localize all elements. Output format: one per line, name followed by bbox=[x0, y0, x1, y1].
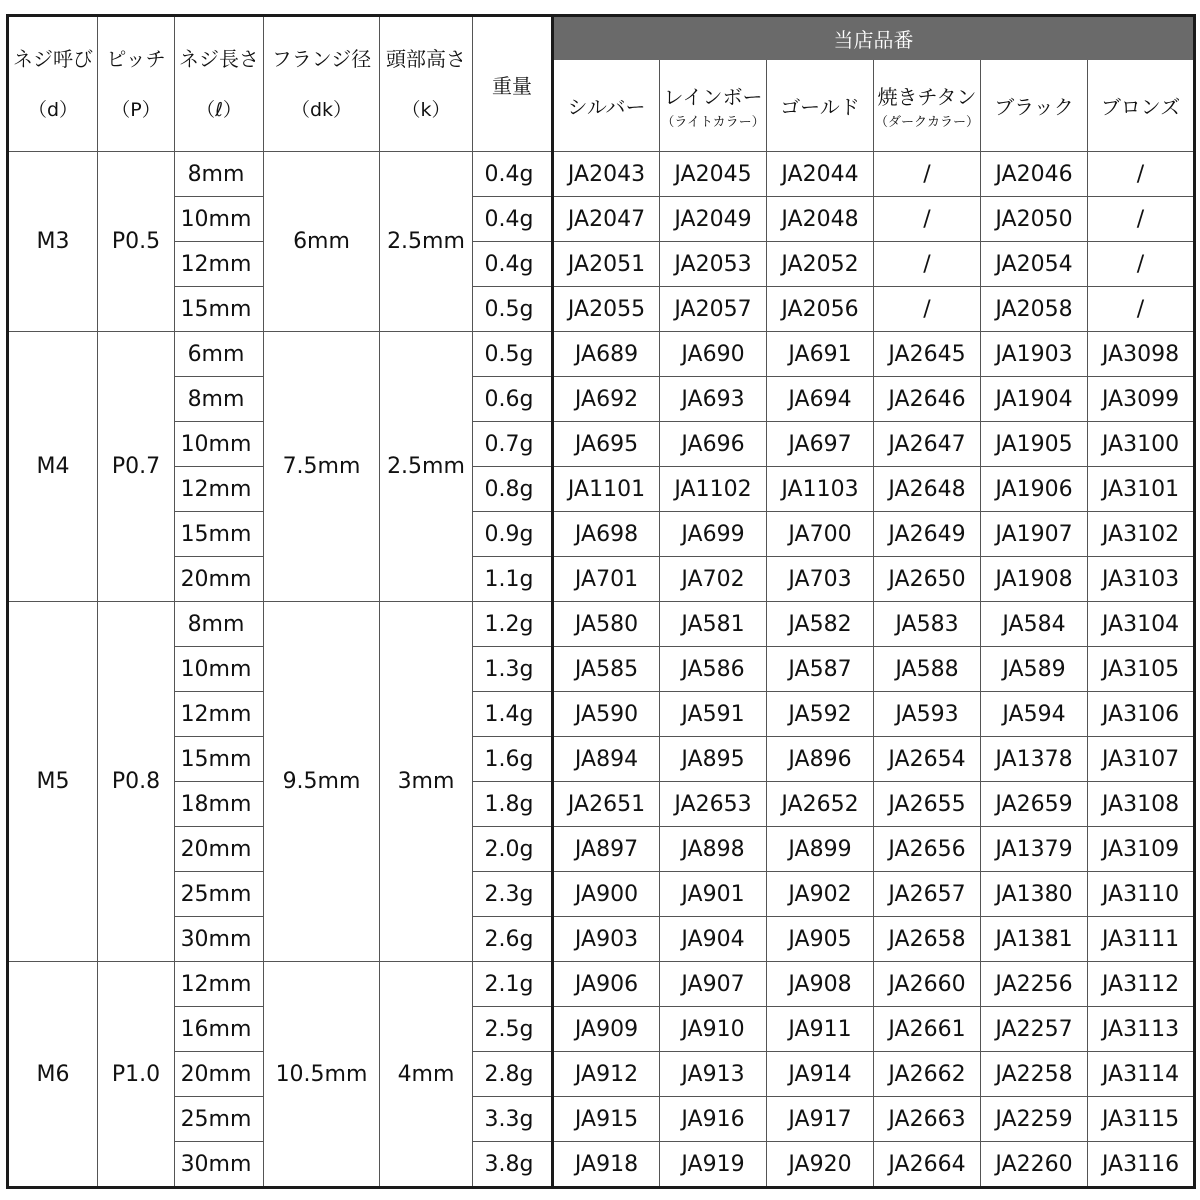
product-code-cell: JA690 bbox=[660, 332, 767, 377]
weight-cell: 1.1g bbox=[473, 557, 553, 602]
header-row-1 bbox=[8, 16, 1195, 60]
finish-label: ゴールド bbox=[780, 95, 860, 119]
product-code-cell: JA1908 bbox=[981, 557, 1088, 602]
length-cell: 15mm bbox=[175, 287, 264, 332]
col-head-burnt-titanium bbox=[874, 60, 981, 152]
length-cell: 15mm bbox=[175, 737, 264, 782]
weight-cell: 0.4g bbox=[473, 197, 553, 242]
weight-cell: 1.4g bbox=[473, 692, 553, 737]
product-code-cell: JA593 bbox=[874, 692, 981, 737]
product-code-cell: / bbox=[874, 287, 981, 332]
weight-cell: 1.6g bbox=[473, 737, 553, 782]
thread-size-cell: M6 bbox=[8, 962, 98, 1188]
col-head-black bbox=[981, 60, 1088, 152]
product-code-cell: JA1103 bbox=[767, 467, 874, 512]
product-code-cell: JA2645 bbox=[874, 332, 981, 377]
length-cell: 6mm bbox=[175, 332, 264, 377]
product-code-cell: / bbox=[1088, 242, 1195, 287]
table-row bbox=[8, 512, 1195, 557]
length-cell: 10mm bbox=[175, 647, 264, 692]
product-code-cell: JA2664 bbox=[874, 1142, 981, 1188]
length-cell: 10mm bbox=[175, 197, 264, 242]
product-code-cell: JA2659 bbox=[981, 782, 1088, 827]
product-code-cell: / bbox=[874, 197, 981, 242]
length-cell: 8mm bbox=[175, 602, 264, 647]
table-row bbox=[8, 377, 1195, 422]
weight-cell: 2.6g bbox=[473, 917, 553, 962]
product-code-cell: JA2256 bbox=[981, 962, 1088, 1007]
product-code-cell: JA909 bbox=[553, 1007, 660, 1052]
product-code-cell: JA905 bbox=[767, 917, 874, 962]
product-code-cell: JA588 bbox=[874, 647, 981, 692]
product-code-cell: JA3111 bbox=[1088, 917, 1195, 962]
product-code-cell: JA2058 bbox=[981, 287, 1088, 332]
flange-symbol: （dk） bbox=[290, 98, 353, 121]
size-group-m3 bbox=[8, 152, 1195, 332]
product-code-cell: JA701 bbox=[553, 557, 660, 602]
product-code-cell: JA2652 bbox=[767, 782, 874, 827]
weight-cell: 3.8g bbox=[473, 1142, 553, 1188]
product-code-cell: / bbox=[1088, 197, 1195, 242]
length-cell: 16mm bbox=[175, 1007, 264, 1052]
product-code-cell: JA896 bbox=[767, 737, 874, 782]
product-code-cell: JA2650 bbox=[874, 557, 981, 602]
length-cell: 15mm bbox=[175, 512, 264, 557]
product-code-cell: JA3099 bbox=[1088, 377, 1195, 422]
thread-size-cell: M5 bbox=[8, 602, 98, 962]
product-code-cell: JA592 bbox=[767, 692, 874, 737]
product-code-cell: JA697 bbox=[767, 422, 874, 467]
product-code-cell: JA585 bbox=[553, 647, 660, 692]
product-code-cell: JA904 bbox=[660, 917, 767, 962]
product-code-cell: JA694 bbox=[767, 377, 874, 422]
product-code-cell: JA3108 bbox=[1088, 782, 1195, 827]
table-row bbox=[8, 287, 1195, 332]
length-cell: 30mm bbox=[175, 917, 264, 962]
product-code-cell: JA689 bbox=[553, 332, 660, 377]
product-code-cell: JA907 bbox=[660, 962, 767, 1007]
product-code-cell: JA594 bbox=[981, 692, 1088, 737]
col-head-thread-size bbox=[8, 16, 98, 152]
product-code-cell: JA898 bbox=[660, 827, 767, 872]
table-row bbox=[8, 422, 1195, 467]
product-code-cell: JA919 bbox=[660, 1142, 767, 1188]
product-code-cell: JA3114 bbox=[1088, 1052, 1195, 1097]
flange-cell: 10.5mm bbox=[264, 962, 380, 1188]
product-code-cell: JA2259 bbox=[981, 1097, 1088, 1142]
pitch-label: ピッチ bbox=[106, 46, 166, 71]
product-code-cell: JA2048 bbox=[767, 197, 874, 242]
table-row bbox=[8, 332, 1195, 377]
product-code-cell: JA1381 bbox=[981, 917, 1088, 962]
product-code-cell: JA696 bbox=[660, 422, 767, 467]
product-code-cell: JA586 bbox=[660, 647, 767, 692]
length-cell: 25mm bbox=[175, 1097, 264, 1142]
product-code-cell: JA3109 bbox=[1088, 827, 1195, 872]
product-code-cell: JA2054 bbox=[981, 242, 1088, 287]
table-row bbox=[8, 827, 1195, 872]
product-code-cell: JA2660 bbox=[874, 962, 981, 1007]
product-code-cell: JA902 bbox=[767, 872, 874, 917]
finish-label: ブロンズ bbox=[1100, 95, 1181, 119]
product-code-cell: JA1907 bbox=[981, 512, 1088, 557]
product-code-cell: JA3106 bbox=[1088, 692, 1195, 737]
product-code-cell: JA903 bbox=[553, 917, 660, 962]
product-code-cell: / bbox=[1088, 152, 1195, 197]
product-code-cell: JA914 bbox=[767, 1052, 874, 1097]
head-height-cell: 2.5mm bbox=[380, 152, 473, 332]
product-code-cell: JA2043 bbox=[553, 152, 660, 197]
table-row bbox=[8, 1052, 1195, 1097]
thread-size-cell: M4 bbox=[8, 332, 98, 602]
product-code-cell: / bbox=[1088, 287, 1195, 332]
product-code-cell: JA2050 bbox=[981, 197, 1088, 242]
length-cell: 8mm bbox=[175, 152, 264, 197]
product-code-cell: JA3112 bbox=[1088, 962, 1195, 1007]
weight-cell: 2.3g bbox=[473, 872, 553, 917]
length-cell: 12mm bbox=[175, 692, 264, 737]
product-code-cell: JA916 bbox=[660, 1097, 767, 1142]
product-code-cell: JA900 bbox=[553, 872, 660, 917]
table-row bbox=[8, 1142, 1195, 1188]
product-code-cell: JA2646 bbox=[874, 377, 981, 422]
product-code-cell: JA3107 bbox=[1088, 737, 1195, 782]
length-cell: 20mm bbox=[175, 1052, 264, 1097]
product-code-cell: JA2661 bbox=[874, 1007, 981, 1052]
length-cell: 30mm bbox=[175, 1142, 264, 1188]
col-head-flange bbox=[264, 16, 380, 152]
product-code-cell: JA580 bbox=[553, 602, 660, 647]
product-code-cell: JA1101 bbox=[553, 467, 660, 512]
product-code-cell: JA2648 bbox=[874, 467, 981, 512]
length-cell: 12mm bbox=[175, 962, 264, 1007]
product-code-cell: JA915 bbox=[553, 1097, 660, 1142]
product-code-cell: JA895 bbox=[660, 737, 767, 782]
table-row bbox=[8, 962, 1195, 1007]
product-code-cell: / bbox=[874, 242, 981, 287]
product-code-cell: JA691 bbox=[767, 332, 874, 377]
table-row bbox=[8, 782, 1195, 827]
table-row bbox=[8, 737, 1195, 782]
weight-cell: 0.5g bbox=[473, 332, 553, 377]
head-height-cell: 2.5mm bbox=[380, 332, 473, 602]
table-row bbox=[8, 917, 1195, 962]
product-code-cell: JA1906 bbox=[981, 467, 1088, 512]
product-code-cell: JA702 bbox=[660, 557, 767, 602]
finish-label: 焼きチタン bbox=[877, 85, 977, 109]
product-code-cell: JA2051 bbox=[553, 242, 660, 287]
product-code-cell: JA913 bbox=[660, 1052, 767, 1097]
pitch-cell: P0.7 bbox=[98, 332, 175, 602]
product-code-cell: JA906 bbox=[553, 962, 660, 1007]
product-code-cell: JA899 bbox=[767, 827, 874, 872]
size-group-m4 bbox=[8, 332, 1195, 602]
finish-sub-label: （ダークカラー） bbox=[874, 115, 979, 130]
pitch-cell: P0.8 bbox=[98, 602, 175, 962]
product-code-cell: JA2046 bbox=[981, 152, 1088, 197]
product-code-cell: JA703 bbox=[767, 557, 874, 602]
product-code-cell: JA3115 bbox=[1088, 1097, 1195, 1142]
product-code-cell: JA2657 bbox=[874, 872, 981, 917]
product-code-cell: JA910 bbox=[660, 1007, 767, 1052]
product-code-cell: JA1378 bbox=[981, 737, 1088, 782]
table-row bbox=[8, 1007, 1195, 1052]
finish-label: シルバー bbox=[567, 95, 646, 119]
product-code-cell: JA3102 bbox=[1088, 512, 1195, 557]
product-code-cell: JA2656 bbox=[874, 827, 981, 872]
head-height-symbol: （k） bbox=[401, 98, 451, 121]
product-code-cell: JA2055 bbox=[553, 287, 660, 332]
product-code-cell: JA2649 bbox=[874, 512, 981, 557]
product-code-cell: JA2045 bbox=[660, 152, 767, 197]
length-cell: 25mm bbox=[175, 872, 264, 917]
thread-size-cell: M3 bbox=[8, 152, 98, 332]
product-code-cell: JA583 bbox=[874, 602, 981, 647]
col-head-weight: 重量 bbox=[473, 16, 553, 152]
product-code-cell: JA587 bbox=[767, 647, 874, 692]
product-code-cell: JA918 bbox=[553, 1142, 660, 1188]
product-code-cell: JA1903 bbox=[981, 332, 1088, 377]
product-code-cell: JA3101 bbox=[1088, 467, 1195, 512]
product-code-cell: JA2057 bbox=[660, 287, 767, 332]
spec-table bbox=[6, 14, 1196, 1189]
product-code-cell: JA2662 bbox=[874, 1052, 981, 1097]
length-symbol: （ℓ） bbox=[196, 98, 242, 121]
product-code-cell: / bbox=[874, 152, 981, 197]
product-code-cell: JA3103 bbox=[1088, 557, 1195, 602]
product-code-cell: JA3113 bbox=[1088, 1007, 1195, 1052]
product-code-cell: JA590 bbox=[553, 692, 660, 737]
col-head-bronze bbox=[1088, 60, 1195, 152]
product-code-cell: JA3098 bbox=[1088, 332, 1195, 377]
col-head-rainbow bbox=[660, 60, 767, 152]
product-code-cell: JA692 bbox=[553, 377, 660, 422]
thread-size-symbol: （d） bbox=[27, 98, 79, 121]
product-code-cell: JA584 bbox=[981, 602, 1088, 647]
product-code-cell: JA582 bbox=[767, 602, 874, 647]
pitch-cell: P1.0 bbox=[98, 962, 175, 1188]
weight-cell: 1.3g bbox=[473, 647, 553, 692]
product-code-cell: JA2053 bbox=[660, 242, 767, 287]
product-code-cell: JA2044 bbox=[767, 152, 874, 197]
product-code-cell: JA2651 bbox=[553, 782, 660, 827]
length-label: ネジ長さ bbox=[179, 46, 259, 71]
product-code-cell: JA2258 bbox=[981, 1052, 1088, 1097]
weight-cell: 1.2g bbox=[473, 602, 553, 647]
head-height-label: 頭部高さ bbox=[386, 46, 466, 71]
product-code-cell: JA3100 bbox=[1088, 422, 1195, 467]
product-code-cell: JA1379 bbox=[981, 827, 1088, 872]
product-code-cell: JA2658 bbox=[874, 917, 981, 962]
table-row bbox=[8, 197, 1195, 242]
col-head-pitch bbox=[98, 16, 175, 152]
finish-label: レインボー bbox=[663, 85, 763, 109]
finish-label: ブラック bbox=[994, 95, 1074, 119]
product-code-cell: JA3104 bbox=[1088, 602, 1195, 647]
product-code-cell: JA698 bbox=[553, 512, 660, 557]
table-row bbox=[8, 152, 1195, 197]
col-group-product-codes: 当店品番 bbox=[553, 16, 1195, 60]
product-code-cell: JA2647 bbox=[874, 422, 981, 467]
weight-cell: 2.1g bbox=[473, 962, 553, 1007]
col-head-length bbox=[175, 16, 264, 152]
product-code-cell: JA2257 bbox=[981, 1007, 1088, 1052]
length-cell: 20mm bbox=[175, 827, 264, 872]
size-group-m5 bbox=[8, 602, 1195, 962]
product-code-cell: JA693 bbox=[660, 377, 767, 422]
product-code-cell: JA1102 bbox=[660, 467, 767, 512]
weight-cell: 2.0g bbox=[473, 827, 553, 872]
product-code-cell: JA894 bbox=[553, 737, 660, 782]
product-code-cell: JA3110 bbox=[1088, 872, 1195, 917]
product-code-cell: JA2049 bbox=[660, 197, 767, 242]
weight-cell: 1.8g bbox=[473, 782, 553, 827]
flange-cell: 6mm bbox=[264, 152, 380, 332]
length-cell: 12mm bbox=[175, 242, 264, 287]
product-code-cell: JA920 bbox=[767, 1142, 874, 1188]
product-code-cell: JA2052 bbox=[767, 242, 874, 287]
product-code-cell: JA591 bbox=[660, 692, 767, 737]
product-code-cell: JA1380 bbox=[981, 872, 1088, 917]
product-code-cell: JA1904 bbox=[981, 377, 1088, 422]
flange-cell: 9.5mm bbox=[264, 602, 380, 962]
table-row bbox=[8, 242, 1195, 287]
product-code-cell: JA911 bbox=[767, 1007, 874, 1052]
flange-cell: 7.5mm bbox=[264, 332, 380, 602]
weight-cell: 3.3g bbox=[473, 1097, 553, 1142]
length-cell: 18mm bbox=[175, 782, 264, 827]
pitch-symbol: （P） bbox=[111, 98, 161, 121]
product-code-cell: JA2655 bbox=[874, 782, 981, 827]
col-head-head-height bbox=[380, 16, 473, 152]
weight-cell: 0.8g bbox=[473, 467, 553, 512]
length-cell: 10mm bbox=[175, 422, 264, 467]
size-group-m6 bbox=[8, 962, 1195, 1188]
product-code-cell: JA3105 bbox=[1088, 647, 1195, 692]
table-row bbox=[8, 692, 1195, 737]
weight-cell: 0.6g bbox=[473, 377, 553, 422]
product-code-cell: JA908 bbox=[767, 962, 874, 1007]
weight-cell: 2.8g bbox=[473, 1052, 553, 1097]
weight-cell: 0.9g bbox=[473, 512, 553, 557]
product-code-cell: JA2047 bbox=[553, 197, 660, 242]
product-code-cell: JA1905 bbox=[981, 422, 1088, 467]
product-code-cell: JA3116 bbox=[1088, 1142, 1195, 1188]
product-code-cell: JA901 bbox=[660, 872, 767, 917]
table-row bbox=[8, 602, 1195, 647]
product-code-cell: JA581 bbox=[660, 602, 767, 647]
table-row bbox=[8, 647, 1195, 692]
weight-cell: 0.7g bbox=[473, 422, 553, 467]
product-code-cell: JA2654 bbox=[874, 737, 981, 782]
col-head-gold bbox=[767, 60, 874, 152]
product-code-cell: JA2056 bbox=[767, 287, 874, 332]
product-code-cell: JA699 bbox=[660, 512, 767, 557]
weight-cell: 0.5g bbox=[473, 287, 553, 332]
head-height-cell: 4mm bbox=[380, 962, 473, 1188]
col-head-silver bbox=[553, 60, 660, 152]
product-code-cell: JA695 bbox=[553, 422, 660, 467]
product-code-cell: JA912 bbox=[553, 1052, 660, 1097]
weight-cell: 2.5g bbox=[473, 1007, 553, 1052]
table-row bbox=[8, 557, 1195, 602]
length-cell: 20mm bbox=[175, 557, 264, 602]
product-code-cell: JA2653 bbox=[660, 782, 767, 827]
weight-cell: 0.4g bbox=[473, 152, 553, 197]
table-row bbox=[8, 872, 1195, 917]
length-cell: 12mm bbox=[175, 467, 264, 512]
length-cell: 8mm bbox=[175, 377, 264, 422]
weight-cell: 0.4g bbox=[473, 242, 553, 287]
product-code-cell: JA2260 bbox=[981, 1142, 1088, 1188]
product-code-cell: JA2663 bbox=[874, 1097, 981, 1142]
table-row bbox=[8, 1097, 1195, 1142]
head-height-cell: 3mm bbox=[380, 602, 473, 962]
table-row bbox=[8, 467, 1195, 512]
product-code-cell: JA589 bbox=[981, 647, 1088, 692]
flange-label: フランジ径 bbox=[271, 46, 372, 71]
product-code-cell: JA917 bbox=[767, 1097, 874, 1142]
pitch-cell: P0.5 bbox=[98, 152, 175, 332]
finish-sub-label: （ライトカラー） bbox=[661, 115, 765, 130]
thread-size-label: ネジ呼び bbox=[13, 46, 93, 71]
product-code-cell: JA897 bbox=[553, 827, 660, 872]
product-code-cell: JA700 bbox=[767, 512, 874, 557]
